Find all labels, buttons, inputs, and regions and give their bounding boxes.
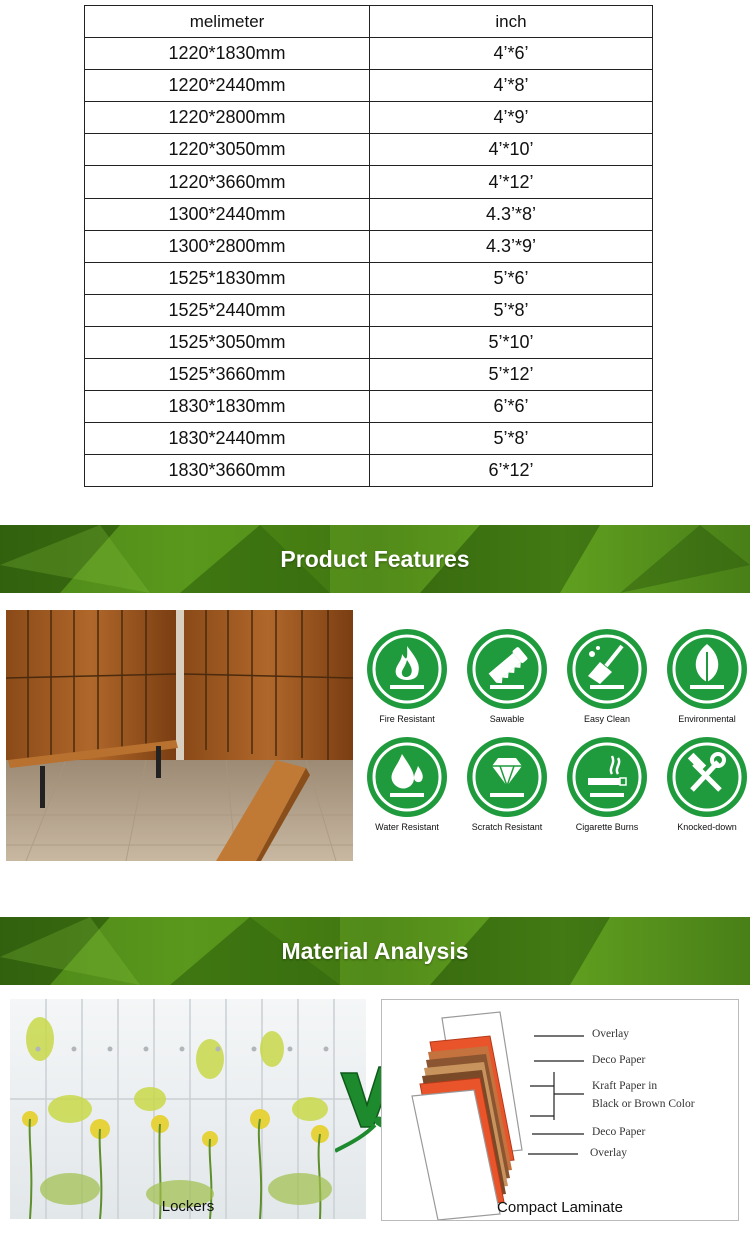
feature-cigarette-burns (557, 736, 657, 832)
fire-icon (366, 628, 448, 710)
millimeter-cell: 1220*3050mm (85, 134, 370, 166)
millimeter-cell: 1220*3660mm (85, 166, 370, 198)
millimeter-cell: 1830*3660mm (85, 455, 370, 487)
millimeter-cell: 1300*2800mm (85, 230, 370, 262)
locker-room-photo (6, 610, 353, 861)
inch-cell: 5’*8’ (370, 294, 653, 326)
material-analysis-banner (0, 917, 750, 985)
product-features-title: Product Features (280, 546, 470, 572)
table-row (85, 294, 653, 326)
inch-cell: 5’*8’ (370, 423, 653, 455)
feature-water-resistant (357, 736, 457, 832)
millimeter-cell: 1830*2440mm (85, 423, 370, 455)
inch-cell: 4’*9’ (370, 102, 653, 134)
leaf-icon (666, 628, 748, 710)
inch-cell: 6’*6’ (370, 391, 653, 423)
cigarette-icon (566, 736, 648, 818)
table-row (85, 166, 653, 198)
layer-label-kraft-paper: Kraft Paper in (592, 1080, 658, 1092)
diamond-icon (466, 736, 548, 818)
table-header-row (85, 6, 653, 38)
table-row (85, 70, 653, 102)
feature-sawable (457, 628, 557, 724)
millimeter-cell: 1525*1830mm (85, 262, 370, 294)
inch-cell: 5’*10’ (370, 326, 653, 358)
table-row (85, 198, 653, 230)
water-drop-icon (366, 736, 448, 818)
feature-scratch-resistant (457, 736, 557, 832)
tools-icon (666, 736, 748, 818)
feature-knocked-down (657, 736, 750, 832)
inch-cell: 5’*12’ (370, 359, 653, 391)
saw-icon (466, 628, 548, 710)
table-row (85, 102, 653, 134)
table-row (85, 134, 653, 166)
millimeter-cell: 1220*2440mm (85, 70, 370, 102)
table-row (85, 455, 653, 487)
feature-label: Cigarette Burns (575, 822, 639, 832)
layer-label-deco-paper-top: Deco Paper (592, 1054, 646, 1066)
printed-lockers-photo (10, 999, 366, 1219)
table-row (85, 423, 653, 455)
millimeter-cell: 1220*1830mm (85, 38, 370, 70)
inch-cell: 4.3’*9’ (370, 230, 653, 262)
inch-cell: 6’*12’ (370, 455, 653, 487)
feature-label: Water Resistant (375, 822, 439, 832)
compact-laminate-diagram (381, 999, 739, 1221)
layer-label-overlay-bottom: Overlay (590, 1147, 628, 1159)
feature-label: Scratch Resistant (471, 822, 543, 832)
size-table-body (85, 38, 653, 487)
inch-cell: 4’*12’ (370, 166, 653, 198)
inch-cell: 4’*6’ (370, 38, 653, 70)
feature-label: Easy Clean (583, 714, 631, 724)
table-row (85, 359, 653, 391)
feature-label: Environmental (678, 714, 736, 724)
header-millimeter: melimeter (85, 6, 370, 38)
millimeter-cell: 1300*2440mm (85, 198, 370, 230)
laminate-layers-graphic (382, 1000, 738, 1220)
size-table (84, 5, 653, 487)
header-inch: inch (370, 6, 653, 38)
millimeter-cell: 1525*2440mm (85, 294, 370, 326)
lockers-caption: Lockers (161, 1198, 215, 1215)
layer-label-deco-paper-bottom: Deco Paper (592, 1126, 646, 1138)
features-grid (357, 622, 750, 842)
feature-label: Knocked-down (677, 822, 737, 832)
table-row (85, 391, 653, 423)
product-features-banner (0, 525, 750, 593)
compact-laminate-caption: Compact Laminate (497, 1199, 623, 1216)
inch-cell: 5’*6’ (370, 262, 653, 294)
millimeter-cell: 1525*3660mm (85, 359, 370, 391)
table-row (85, 38, 653, 70)
inch-cell: 4’*10’ (370, 134, 653, 166)
inch-cell: 4.3’*8’ (370, 198, 653, 230)
feature-label: Fire Resistant (379, 714, 435, 724)
millimeter-cell: 1830*1830mm (85, 391, 370, 423)
material-analysis-title: Material Analysis (281, 938, 469, 964)
millimeter-cell: 1220*2800mm (85, 102, 370, 134)
feature-label: Sawable (489, 714, 525, 724)
table-row (85, 230, 653, 262)
table-row (85, 326, 653, 358)
layer-label-kraft-color: Black or Brown Color (592, 1098, 695, 1110)
feature-easy-clean (557, 628, 657, 724)
table-row (85, 262, 653, 294)
feature-environmental (657, 628, 750, 724)
layer-label-overlay-top: Overlay (592, 1028, 630, 1040)
broom-icon (566, 628, 648, 710)
feature-fire-resistant (357, 628, 457, 724)
inch-cell: 4’*8’ (370, 70, 653, 102)
millimeter-cell: 1525*3050mm (85, 326, 370, 358)
